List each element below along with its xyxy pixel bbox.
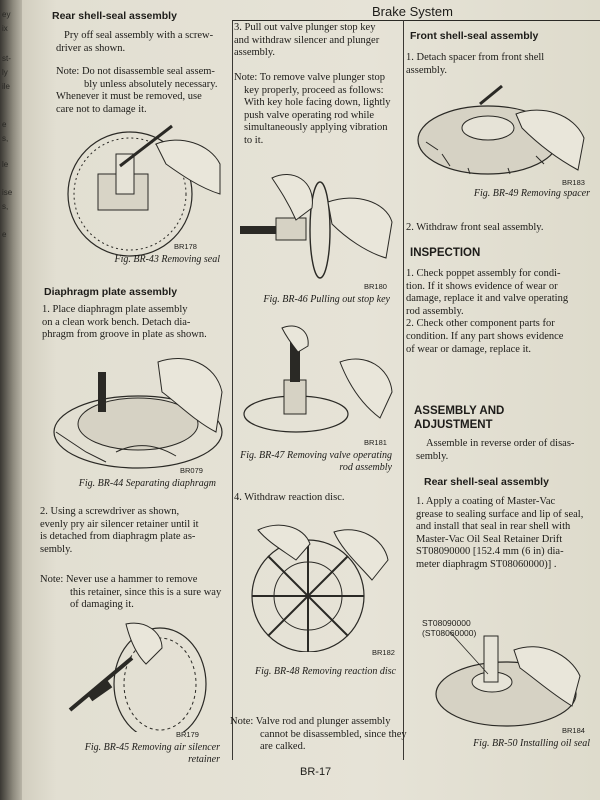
paragraph: 1. Place diaphragm plate assembly on a clean work bench. Detach dia- phragm from groove in plate as shown. [42, 304, 207, 341]
edge-fragment: e [2, 230, 7, 239]
paragraph: 4. Withdraw reaction disc. [234, 492, 345, 503]
paragraph: 1. Detach spacer from front shell assembly. [406, 52, 545, 76]
paragraph: 3. Pull out valve plunger stop key and withdraw silencer and plunger assembly. [234, 22, 380, 59]
figure-br50-illustration [430, 630, 594, 730]
section-heading: Diaphragm plate assembly [44, 286, 178, 298]
previous-page-edge [0, 0, 22, 800]
note: Note: Valve rod and plunger assembly cannot be disassembled, since they are calked. [230, 716, 407, 753]
figure-caption: Fig. BR-44 Separating diaphragm [78, 478, 216, 489]
page-header: Brake System [372, 4, 453, 19]
figure-caption: Fig. BR-47 Removing valve operating rod assembly [240, 450, 392, 473]
figure-caption: Fig. BR-48 Removing reaction disc [255, 666, 396, 677]
paragraph: Pry off seal assembly with a screw- driver as shown. [56, 30, 214, 54]
paragraph: Assemble in reverse order of disas- sembly. [416, 438, 575, 462]
section-heading: Rear shell-seal assembly [52, 10, 177, 22]
figure-br45-illustration [50, 614, 230, 732]
edge-fragment: ly [2, 68, 8, 77]
note: Note: To remove valve plunger stop key properly, proceed as follows: With key hole facing down, lightly push valve operating rod while simultaneously applying vibration to it. [234, 72, 391, 146]
page-number: BR-17 [300, 766, 332, 778]
figure-code: BR178 [174, 242, 197, 251]
figure-caption: Fig. BR-43 Removing seal [114, 254, 220, 265]
section-heading: Front shell-seal assembly [410, 30, 539, 42]
edge-fragment: ile [2, 82, 11, 91]
figure-code: BR184 [562, 726, 585, 735]
figure-code: BR179 [176, 730, 199, 739]
figure-br49-illustration [412, 84, 588, 180]
figure-code: BR181 [364, 438, 387, 447]
figure-caption: Fig. BR-45 Removing air silencer retainer [84, 742, 220, 765]
figure-br43-illustration [60, 124, 228, 264]
paragraph: 1. Apply a coating of Master-Vac grease to sealing surface and lip of seal, and install that seal in rear shell with Master-Vac Oil Seal Retainer Drift ST08090000 [152.4 mm (6 in) dia- meter diaphragm ST08060000)] . [416, 496, 584, 570]
note: Note: Never use a hammer to remove this retainer, since this is a sure way of damaging it. [40, 574, 222, 611]
figure-caption: Fig. BR-49 Removing spacer [473, 188, 590, 199]
section-heading: Rear shell-seal assembly [424, 476, 549, 488]
edge-fragment: e [2, 120, 7, 129]
figure-code: BR079 [180, 466, 203, 475]
figure-code: BR180 [364, 282, 387, 291]
edge-fragment: s, [2, 134, 9, 143]
note: Note: Do not disassemble seal assem- bly unless absolutely necessary. Whenever it must be removed, use care not to damage it. [56, 66, 218, 115]
figure-caption: Fig. BR-46 Pulling out stop key [263, 294, 390, 305]
edge-fragment: ey [2, 10, 11, 19]
edge-fragment: ix [2, 24, 8, 33]
section-heading: ASSEMBLY AND ADJUSTMENT [414, 405, 505, 431]
figure-caption: Fig. BR-50 Installing oil seal [473, 738, 590, 749]
edge-fragment: st- [2, 54, 11, 63]
paragraph: 1. Check poppet assembly for condi- tion. If it shows evidence of wear or damage, replace it and valve operating rod assembly. 2. Check other component parts for condition. If any part shows evidence of wear or damage, replace it. [406, 268, 569, 355]
tool-label: ST08090000 (ST08060000) [422, 618, 477, 638]
paragraph: 2. Withdraw front seal assembly. [406, 222, 544, 233]
edge-fragment: ise [2, 188, 13, 197]
section-heading: INSPECTION [410, 247, 481, 259]
column-divider [232, 20, 233, 760]
figure-br48-illustration [238, 520, 398, 652]
column-divider [403, 20, 404, 760]
figure-br46-illustration [236, 162, 396, 282]
figure-code: BR182 [372, 648, 395, 657]
figure-br44-illustration [46, 352, 230, 478]
edge-fragment: le [2, 160, 9, 169]
figure-code: BR183 [562, 178, 585, 187]
paragraph: 2. Using a screwdriver as shown, evenly pry air silencer retainer until it is detached from diaphragm plate as- sembly. [40, 506, 199, 555]
edge-fragment: s, [2, 202, 9, 211]
figure-br47-illustration [240, 322, 396, 440]
header-rule [232, 20, 600, 21]
